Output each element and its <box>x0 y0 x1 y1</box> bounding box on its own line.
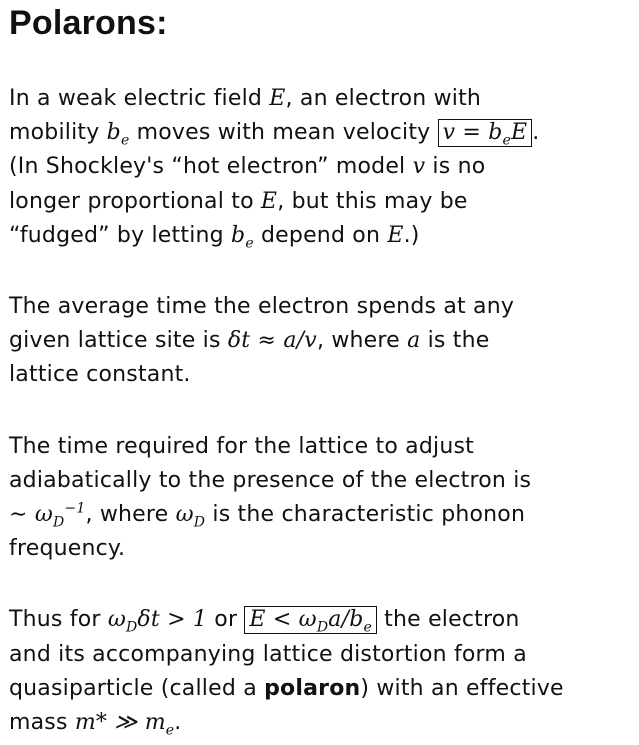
math-v: v <box>412 154 426 180</box>
text-line: ∼ $\omega_D^{-1}$, where $\omega_D$ is the characteristic phonon <box>9 500 526 531</box>
slide <box>9 4 634 740</box>
text-line: quasiparticle (called a polaron) with an effective <box>9 675 564 701</box>
math-be: $b_e$ <box>231 222 254 252</box>
boxed-equation-field-limit: $E < \omega_Da/b_e$ <box>244 606 377 634</box>
paragraph-weak-field <box>9 82 634 253</box>
math-be: $b_e$ <box>106 120 130 149</box>
text-line: frequency. <box>9 536 126 562</box>
boxed-equation-velocity: $v = b_eE$ <box>438 119 533 147</box>
term-polaron: polaron <box>264 675 361 701</box>
text-line: Thus for $\omega_D\delta t > 1$ or $E < \omega_Da/b_e$ the electron <box>9 607 520 636</box>
text-line: mass m* ≫ $m_e$. <box>9 710 182 739</box>
text-line: given lattice site is δt ≈ a/v, where a is the <box>9 328 490 354</box>
text-line: and its accompanying lattice distortion form a <box>9 641 527 667</box>
math-condition: $\omega_D\delta t > 1$ <box>107 607 208 636</box>
math-effective-mass: m* ≫ $m_e$ <box>74 710 175 739</box>
paragraph-average-time <box>9 290 634 393</box>
math-omega-d: $\omega_D$ <box>175 502 206 531</box>
text-line: “fudged” by letting $b_e$ depend on E.) <box>9 222 420 252</box>
page-title: Polarons: <box>9 4 168 42</box>
math-E: E <box>269 86 286 111</box>
math-a: a <box>407 328 421 354</box>
text-line: The time required for the lattice to adjust <box>9 433 474 459</box>
text-line: In a weak electric field E, an electron with <box>9 86 482 111</box>
paragraph-polaron <box>9 603 634 740</box>
text-line: adiabatically to the presence of the electron is <box>9 467 532 493</box>
text-line: mobility $b_e$ moves with mean velocity $v = b_eE$ . <box>9 120 540 149</box>
paragraph-lattice-adjust <box>9 430 634 567</box>
text-line: lattice constant. <box>9 362 191 388</box>
text-line: longer proportional to E, but this may be <box>9 188 468 214</box>
text-line: The average time the electron spends at any <box>9 294 515 320</box>
math-delta-t: δt ≈ a/v <box>227 328 317 354</box>
math-E: E <box>387 222 404 248</box>
math-E: E <box>260 188 278 214</box>
text-line: (In Shockley's “hot electron” model v is no <box>9 154 486 180</box>
math-omega-inverse: ∼ $\omega_D^{-1}$ <box>9 500 86 531</box>
